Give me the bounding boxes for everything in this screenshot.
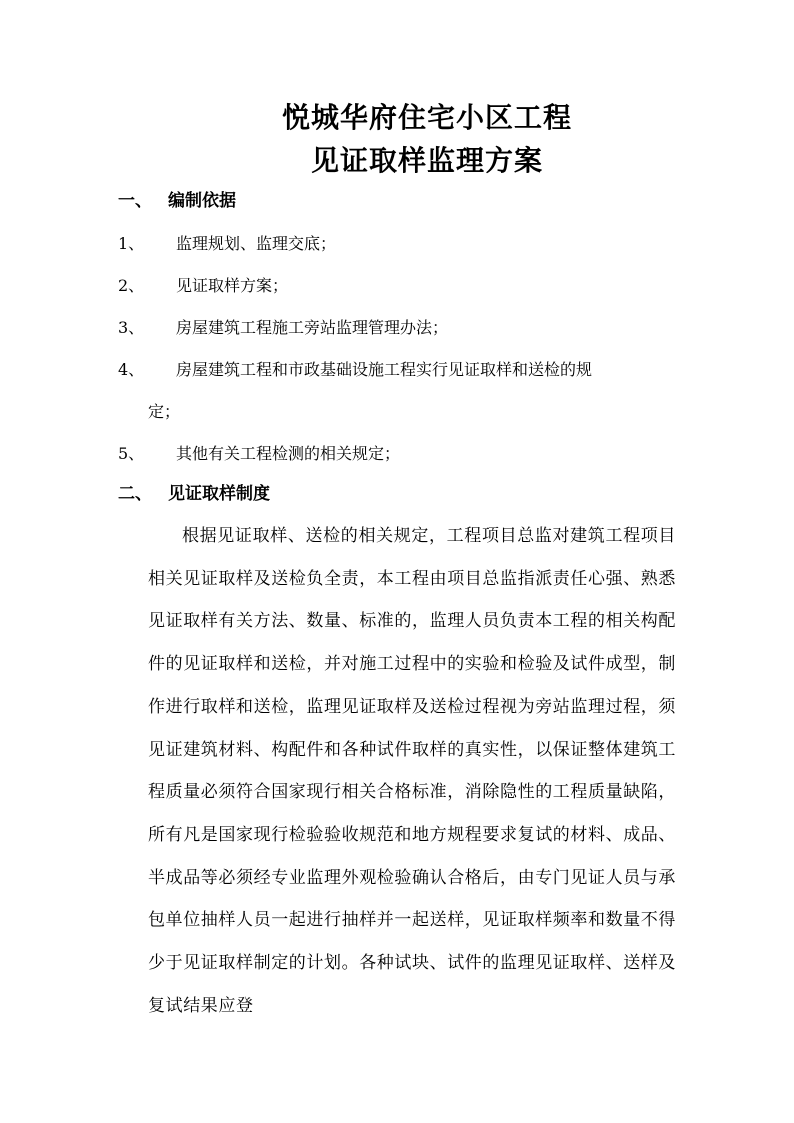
section-number: 二、 — [118, 484, 152, 504]
list-item — [118, 359, 678, 381]
item-text: 见证取样方案； — [176, 276, 289, 295]
list-item — [118, 443, 678, 465]
document-title-line1: 悦城华府住宅小区工程 — [281, 101, 572, 134]
item-text: 其他有关工程检测的相关规定； — [176, 444, 401, 463]
section-heading-basis — [118, 190, 236, 212]
body-paragraph: 根据见证取样、送检的相关规定，工程项目总监对建筑工程项目相关见证取样及送检负全责，本工程由项目总监指派责任心强、熟悉见证取样有关方法、数量、标准的，监理人员负责本工程的相关构配件的见证取样和送检，并对施工过程中的实验和检验及试件成型，制作进行取样和送检，监理见证取样及送检过程视为旁站监理过程，须见证建筑材料、构配件和各种试件取样的真实性，以保证整体建筑工程质量必须符合国家现行相关合格标准，消除隐性的工程质量缺陷，所有凡是国家现行检验验收规范和地方规程要求复试的材料、成品、半成品等必须经专业监理外观检验确认合格后，由专门见证人员与承包单位抽样人员一起进行抽样并一起送样，见证取样频率和数量不得少于见证取样制定的计划。各种试块、试件的监理见证取样、送样及复试结果应登 — [148, 526, 676, 1016]
section-heading-system — [118, 483, 270, 505]
item-text: 房屋建筑工程和市政基础设施工程实行见证取样和送检的规 — [176, 360, 593, 379]
list-item — [118, 317, 678, 339]
item-continuation: 定； — [148, 402, 181, 421]
item-number: 2、 — [118, 276, 145, 295]
section-title: 编制依据 — [168, 191, 236, 211]
item-number: 5、 — [118, 444, 145, 463]
item-text: 房屋建筑工程施工旁站监理管理办法； — [176, 318, 449, 337]
item-number: 4、 — [118, 360, 145, 379]
section-title: 见证取样制度 — [168, 484, 270, 504]
item-number: 1、 — [118, 234, 145, 253]
item-number: 3、 — [118, 318, 145, 337]
section-number: 一、 — [118, 191, 152, 211]
document-title-line2: 见证取样监理方案 — [310, 144, 543, 177]
item-text: 监理规划、监理交底； — [176, 234, 337, 253]
list-item — [118, 233, 678, 255]
list-item — [118, 275, 678, 297]
